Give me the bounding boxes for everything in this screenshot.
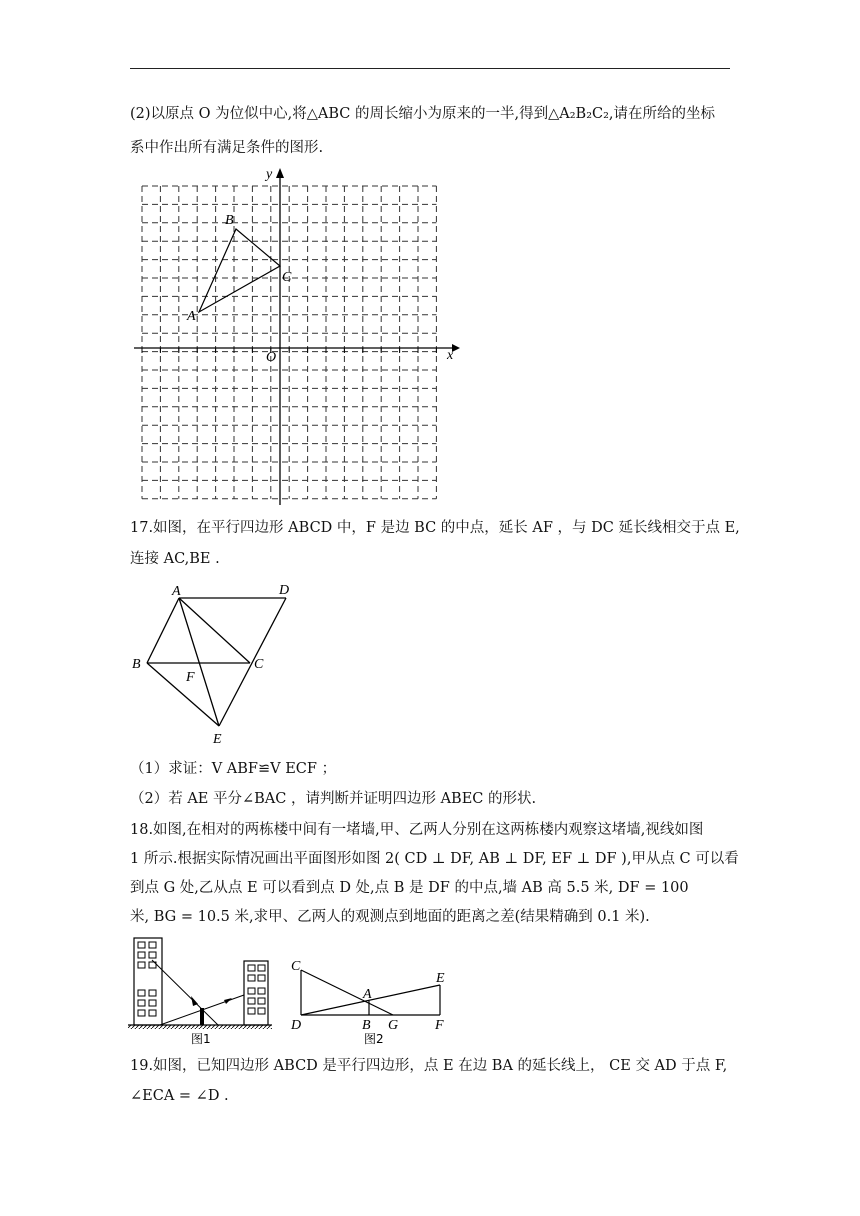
q16-line2: 系中作出所有满足条件的图形.: [130, 140, 324, 156]
fig17-label-c: C: [254, 657, 264, 672]
q17-line1: 17.如图，在平行四边形 ABCD 中，F 是边 BC 的中点，延长 AF ，与 DC 延长线相交于点 E,: [130, 520, 740, 536]
q19-line1: 19.如图，已知四边形 ABCD 是平行四边形，点 E 在边 BA 的延长线上， CE 交 AD 于点 F,: [130, 1058, 728, 1074]
fig18-caption1: 图1: [191, 1032, 211, 1046]
q19-line2: ∠ECA = ∠D .: [130, 1088, 229, 1104]
axis-x-label: x: [447, 348, 454, 363]
q18-line2: 1 所示.根据实际情况画出平面图形如图 2( CD ⊥ DF, AB ⊥ DF, EF ⊥ DF ),甲从点 C 可以看: [130, 851, 739, 867]
fig17-label-f: F: [186, 670, 195, 685]
fig17-label-a: A: [172, 584, 181, 599]
fig18-label-f: F: [435, 1018, 444, 1033]
fig17-label-e: E: [213, 732, 222, 747]
point-a-label: A: [187, 309, 196, 324]
fig17-label-b: B: [132, 657, 141, 672]
fig18-label-b: B: [362, 1018, 371, 1033]
fig18-caption2: 图2: [364, 1032, 384, 1046]
q17-sub1: （1）求证：V ABF≌V ECF ；: [130, 761, 337, 777]
fig18-label-a: A: [363, 987, 372, 1002]
fig18-label-d: D: [291, 1018, 302, 1033]
fig18-label-c: C: [291, 959, 301, 974]
axis-y-label: y: [266, 167, 273, 182]
fig17-label-d: D: [279, 583, 290, 598]
q17-line2: 连接 AC,BE .: [130, 551, 220, 567]
q18-line1: 18.如图,在相对的两栋楼中间有一堵墙,甲、乙两人分别在这两栋楼内观察这堵墙,视线如图: [130, 822, 704, 838]
fig18-label-g: G: [388, 1018, 399, 1033]
q16-line1: (2)以原点 O 为位似中心,将△ABC 的周长缩小为原来的一半,得到△A₂B₂C₂,请在所给的坐标: [130, 106, 716, 122]
fig18-label-e: E: [436, 971, 445, 986]
point-c-label: C: [282, 270, 292, 285]
q17-sub2: （2）若 AE 平分∠BAC ，请判断并证明四边形 ABEC 的形状.: [130, 791, 537, 807]
q18-line4: 米, BG = 10.5 米,求甲、乙两人的观测点到地面的距离之差(结果精确到 0.1 米).: [130, 909, 650, 925]
point-b-label: B: [225, 213, 234, 228]
origin-label: O: [266, 350, 277, 365]
segment-cg: [301, 970, 393, 1015]
q18-line3: 到点 G 处,乙从点 E 可以看到点 D 处,点 B 是 DF 的中点,墙 AB 高 5.5 米, DF = 100: [130, 880, 689, 896]
